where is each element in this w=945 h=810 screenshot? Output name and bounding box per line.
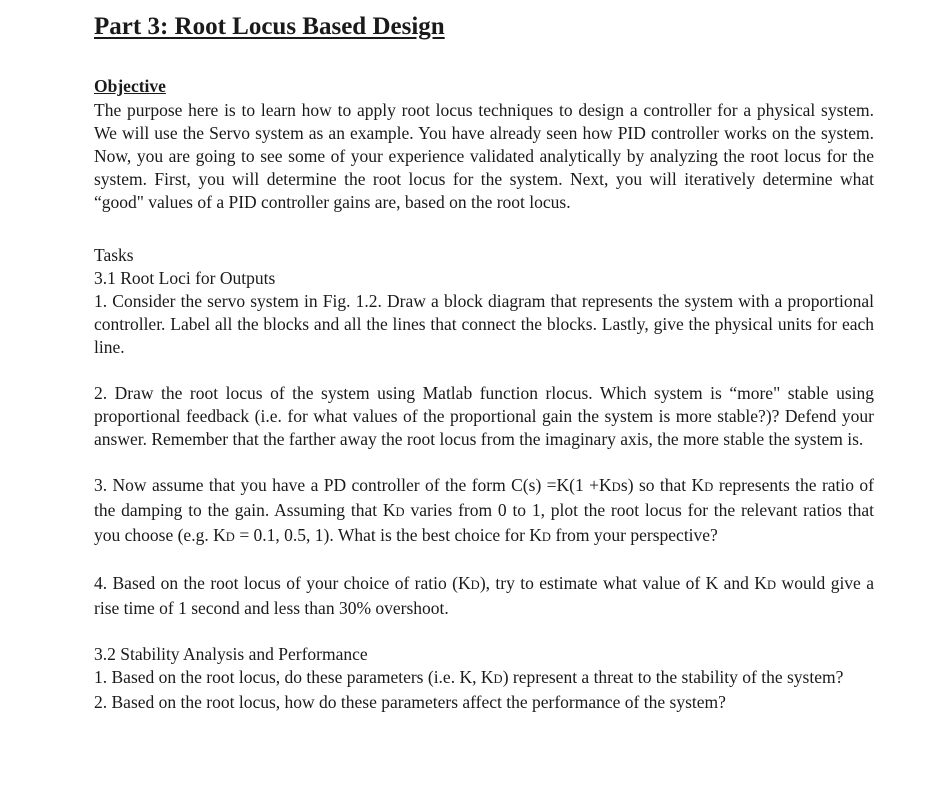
objective-heading: Objective [94, 76, 166, 96]
task-3-1-q1: 1. Consider the servo system in Fig. 1.2. Draw a block diagram that represents the system with a proportional controller. Label all the blocks and all the lines that connect the blocks. Lastly, give the physical units for each line. [94, 291, 874, 357]
section-3-2-heading: 3.2 Stability Analysis and Performance [94, 644, 368, 664]
objective-paragraph: The purpose here is to learn how to apply root locus techniques to design a controller for a physical system. We will use the Servo system as an example. You have already seen how PID controller works on the system. Now, you are going to see some of your experience validated analytically by analyzing the root locus for the system. First, you will determine the root locus for the system. Next, you will iteratively determine what “good" values of a PID controller gains are, based on the root locus. [94, 100, 874, 212]
document-page [94, 10, 874, 714]
task-3-2-q1: 1. Based on the root locus, do these parameters (i.e. K, KD) represent a threat to the stability of the system? [94, 667, 844, 687]
task-3-1-q3: 3. Now assume that you have a PD controller of the form C(s) =K(1 +KDs) so that KD represents the ratio of the damping to the gain. Assuming that KD varies from 0 to 1, plot the root locus for the relevant ratios that you choose (e.g. KD = 0.1, 0.5, 1). What is the best choice for KD from your perspective? [94, 475, 875, 545]
section-3-1-heading: 3.1 Root Loci for Outputs [94, 268, 276, 288]
task-3-1-q2: 2. Draw the root locus of the system using Matlab function rlocus. Which system is “more" stable using proportional feedback (i.e. for what values of the proportional gain the system is more stable?)? Defend your answer. Remember that the farther away the root locus from the imaginary axis, the more stable the system is. [94, 383, 874, 449]
tasks-label: Tasks [94, 245, 134, 265]
page-title: Part 3: Root Locus Based Design [94, 13, 445, 40]
task-3-2-q2: 2. Based on the root locus, how do these parameters affect the performance of the system? [94, 692, 726, 712]
task-3-1-q4: 4. Based on the root locus of your choice of ratio (KD), try to estimate what value of K and KD would give a rise time of 1 second and less than 30% overshoot. [94, 573, 874, 618]
